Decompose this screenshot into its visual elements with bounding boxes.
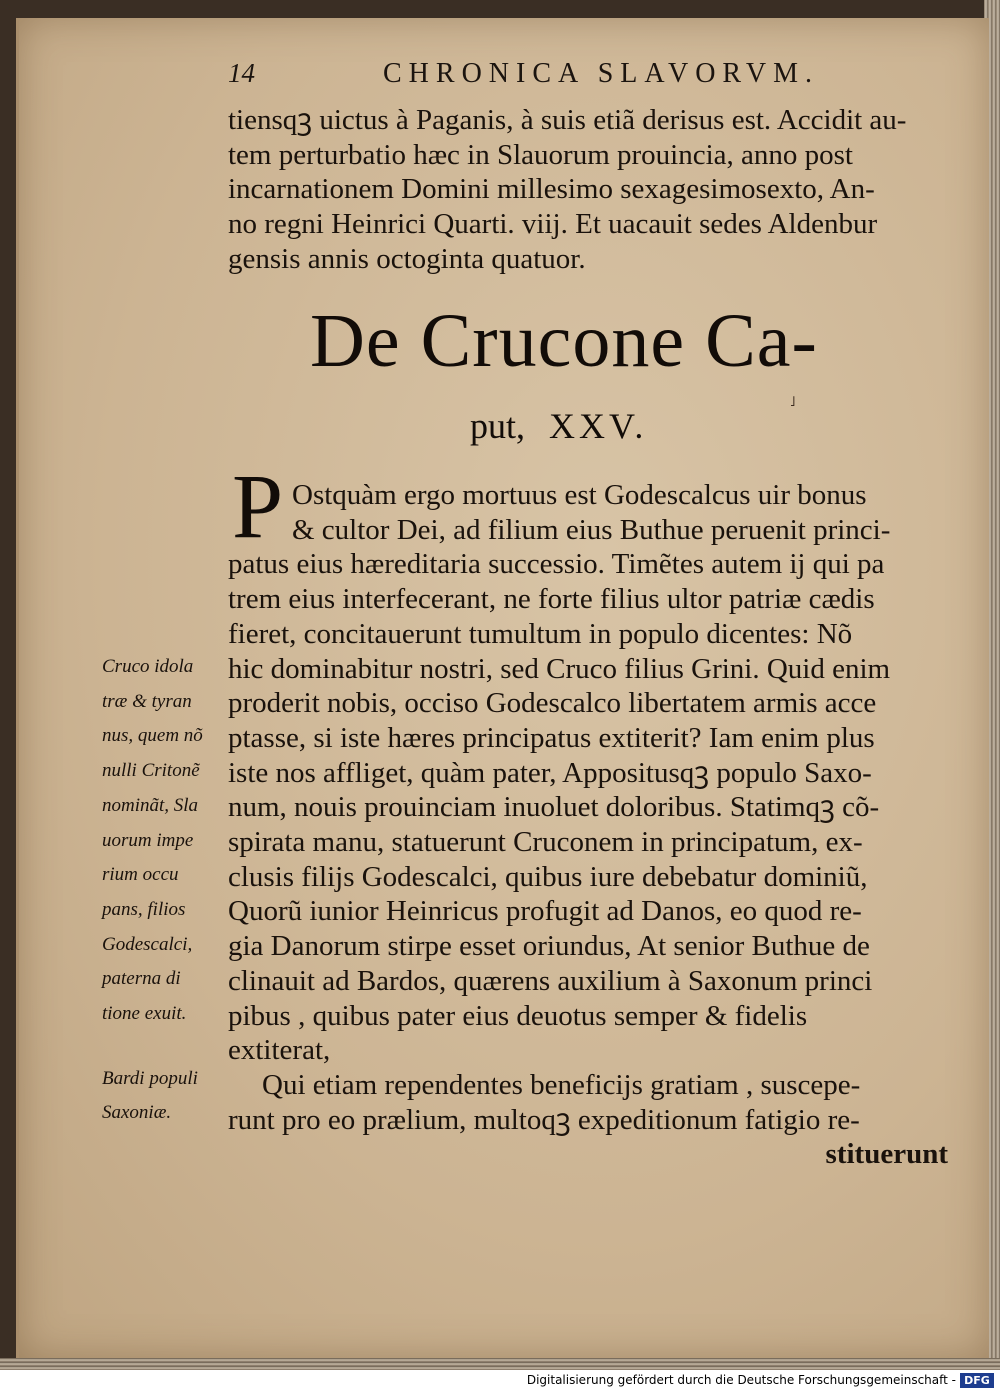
footer-credit: Digitalisierung gefördert durch die Deutsche Forschungsgemeinschaft - — [526, 1373, 956, 1387]
scan-mark: ˩ — [790, 395, 796, 410]
text-line: & cultor Dei, ad filium eius Buthue peruenit princi- — [292, 513, 891, 546]
text-line: num, nouis prouinciam inuoluet doloribus. Statimqꝫ cõ- — [228, 791, 880, 824]
text-line: spirata manu, statuerunt Cruconem in principatum, ex- — [228, 826, 863, 859]
margin-note-line: pans, filios — [102, 898, 186, 920]
text-line: gensis annis octoginta quatuor. — [228, 242, 586, 275]
text-line: pibus , quibus pater eius deuotus semper & fidelis — [228, 999, 808, 1032]
text-line: ptasse, si iste hæres principatus extiterit? Iam enim plus — [228, 721, 875, 754]
margin-note-line: træ & tyran — [102, 690, 192, 712]
margin-note-line: Cruco idola — [102, 656, 194, 677]
drop-cap: P — [232, 455, 284, 557]
page-header — [228, 52, 948, 92]
catchword: stituerunt — [825, 1138, 948, 1171]
margin-note-line: Saxoniæ. — [102, 1102, 172, 1124]
text-line: extiterat, — [228, 1034, 331, 1067]
margin-note-line: tione exuit. — [102, 1003, 187, 1025]
margin-note-line: Godescalci, — [102, 933, 193, 955]
text-line: clinauit ad Bardos, quærens auxilium à Saxonum princi — [228, 964, 873, 997]
text-line: gia Danorum stirpe esset oriundus, At senior Buthue de — [228, 930, 870, 963]
text-line: tiensqꝫ uictus à Paganis, à suis etiã derisus est. Accidit au- — [228, 104, 907, 136]
text-line: fieret, concitauerunt tumultum in populo dicentes: Nõ — [228, 617, 853, 650]
text-line: hic dominabitur nostri, sed Cruco filius Grini. Quid enim — [228, 652, 891, 685]
chapter-title: De Crucone Ca- — [310, 299, 818, 383]
text-line: patus eius hæreditaria successio. Timẽtes autem ij qui pa — [228, 548, 885, 581]
top-paragraph — [228, 103, 948, 277]
text-line: no regni Heinrici Quarti. viij. Et uacauit sedes Aldenbur — [228, 208, 878, 241]
chapter-title-cont: put, — [470, 406, 526, 446]
chapter-subtitle — [470, 405, 647, 447]
text-line: trem eius interfecerant, ne forte filius ultor patriæ cædis — [228, 583, 875, 616]
margin-note-line: Bardi populi — [102, 1067, 198, 1089]
text-line: Qui etiam rependentes beneficijs gratiam , suscepe- — [262, 1068, 861, 1101]
text-line: incarnationem Domini millesimo sexagesimosexto, An- — [228, 173, 875, 206]
margin-note-line: nulli Critonẽ — [102, 760, 200, 782]
running-head: CHRONICA SLAVORVM. — [383, 58, 819, 89]
margin-note-line: uorum impe — [102, 829, 194, 851]
dfg-logo-icon: DFG — [960, 1373, 994, 1388]
page-number: 14 — [228, 58, 255, 88]
footer-bar — [0, 1370, 1000, 1390]
scan-ruler-strip — [0, 1358, 1000, 1370]
text-line: runt pro eo prælium, multoqꝫ expeditionum fatigio re- — [228, 1103, 860, 1136]
margin-note-line: rium occu — [102, 864, 179, 886]
main-paragraph — [228, 478, 948, 1172]
margin-note-line: nominãt, Sla — [102, 794, 199, 816]
text-line: Ostquàm ergo mortuus est Godescalcus uir bonus — [292, 479, 867, 511]
text-line: clusis filijs Godescalci, quibus iure debebatur dominiũ, — [228, 860, 868, 893]
chapter-number: XXV. — [549, 406, 648, 446]
margin-note-line: paterna di — [102, 968, 181, 990]
margin-notes — [102, 650, 227, 1131]
text-line: proderit nobis, occiso Godescalco libertatem armis acce — [228, 687, 877, 720]
margin-note-line: nus, quem nõ — [102, 725, 203, 747]
text-line: tem perturbatio hæc in Slauorum prouincia, anno post — [228, 138, 853, 171]
text-line: iste nos affliget, quàm pater, Appositusqꝫ populo Saxo- — [228, 756, 872, 789]
text-line: Quorũ iunior Heinricus profugit ad Danos, eo quod re- — [228, 895, 862, 928]
